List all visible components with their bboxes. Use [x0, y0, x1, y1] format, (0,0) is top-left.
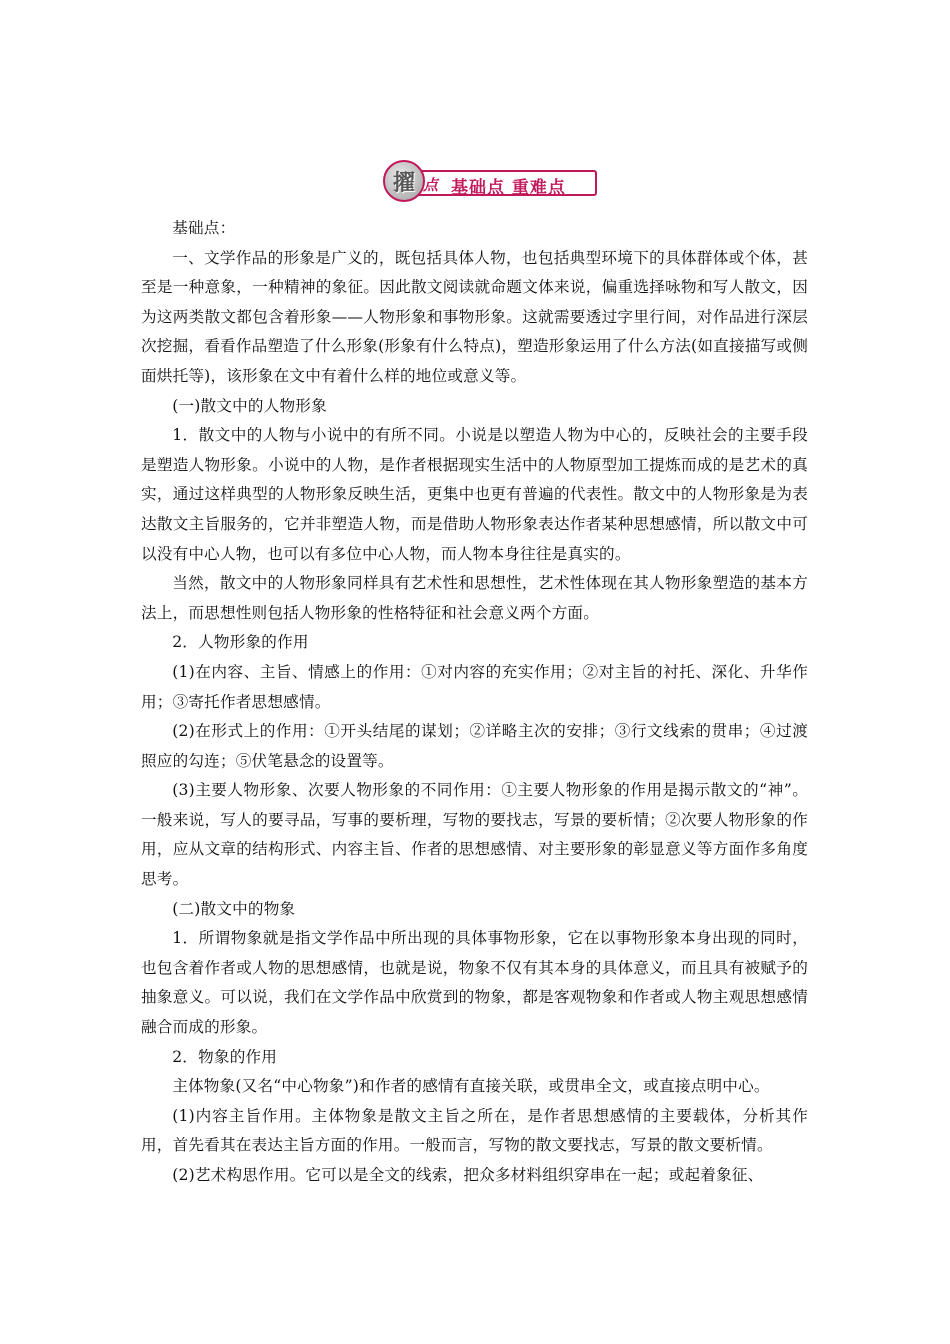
paragraph: (1)在内容、主旨、情感上的作用：①对内容的充实作用；②对主旨的衬托、深化、升华作用；③寄托作者思想感情。 [141, 662, 808, 711]
paragraph: (3)主要人物形象、次要人物形象的不同作用：①主要人物形象的作用是揭示散文的“神”。一般来说，写人的要寻品，写事的要析理，写物的要找志，写景的要析情；②次要人物形象的作用，应从文章的结构形式、内容主旨、作者的思想感情、对主要形象的彰显意义等方面作多角度思考。 [141, 781, 808, 889]
section-banner [383, 160, 601, 202]
paragraph: (二)散文中的物象 [172, 899, 296, 918]
paragraph: 1．散文中的人物与小说中的有所不同。小说是以塑造人物为中心的，反映社会的主要手段是塑造人物形象。小说中的人物，是作者根据现实生活中的人物原型加工提炼而成的是艺术的真实，通过这样典型的人物形象反映生活，更集中也更有普遍的代表性。散文中的人物形象是为表达散文主旨服务的，它并非塑造人物，而是借助人物形象表达作者某种思想感情，所以散文中可以没有中心人物，也可以有多位中心人物，而人物本身往往是真实的。 [141, 426, 808, 563]
paragraph: 当然，散文中的人物形象同样具有艺术性和思想性，艺术性体现在其人物形象塑造的基本方法上，而思想性则包括人物形象的性格特征和社会意义两个方面。 [141, 574, 808, 622]
paragraph: 一、文学作品的形象是广义的，既包括具体人物，也包括典型环境下的具体群体或个体，甚至是一种意象，一种精神的象征。因此散文阅读就命题文体来说，偏重选择咏物和写人散文，因为这两类散文都包含着形象——人物形象和事物形象。这就需要透过字里行间，对作品进行深层次挖掘，看看作品塑造了什么形象(形象有什么特点)，塑造形象运用了什么方法(如直接描写或侧面烘托等)，该形象在文中有着什么样的地位或意义等。 [141, 248, 808, 385]
paragraph: 2．人物形象的作用 [172, 633, 309, 652]
paragraph: (1)内容主旨作用。主体物象是散文主旨之所在，是作者思想感情的主要载体，分析其作用，首先看其在表达主旨方面的作用。一般而言，写物的散文要找志，写景的散文要析情。 [141, 1106, 808, 1155]
paragraph: (2)在形式上的作用：①开头结尾的谋划；②详略主次的安排；③行文线索的贯串；④过渡照应的勾连；⑤伏笔悬念的设置等。 [141, 722, 808, 770]
banner-badge-icon [383, 160, 425, 202]
paragraph: (一)散文中的人物形象 [172, 396, 327, 415]
document-body [141, 214, 808, 1191]
banner-badge-char: 擢 [392, 170, 415, 196]
paragraph: 主体物象(又名“中心物象”)和作者的感情有直接关联，或贯串全文，或直接点明中心。 [172, 1077, 770, 1096]
banner-badge-suffix: 点 [423, 176, 439, 194]
paragraph: 1．所谓物象就是指文学作品中所出现的具体事物形象，它在以事物形象本身出现的同时，也包含着作者或人物的思想感情，也就是说，物象不仅有其本身的具体意义，而且具有被赋予的抽象意义。可以说，我们在文学作品中欣赏到的物象，都是客观物象和作者或人物主观思想感情融合而成的形象。 [141, 929, 808, 1037]
paragraph: 基础点： [172, 219, 236, 237]
section-title: 基础点 重难点 [451, 178, 566, 198]
paragraph: 2．物象的作用 [172, 1047, 278, 1066]
paragraph: (2)艺术构思作用。它可以是全文的线索，把众多材料组织穿串在一起；或起着象征、 [172, 1166, 764, 1184]
